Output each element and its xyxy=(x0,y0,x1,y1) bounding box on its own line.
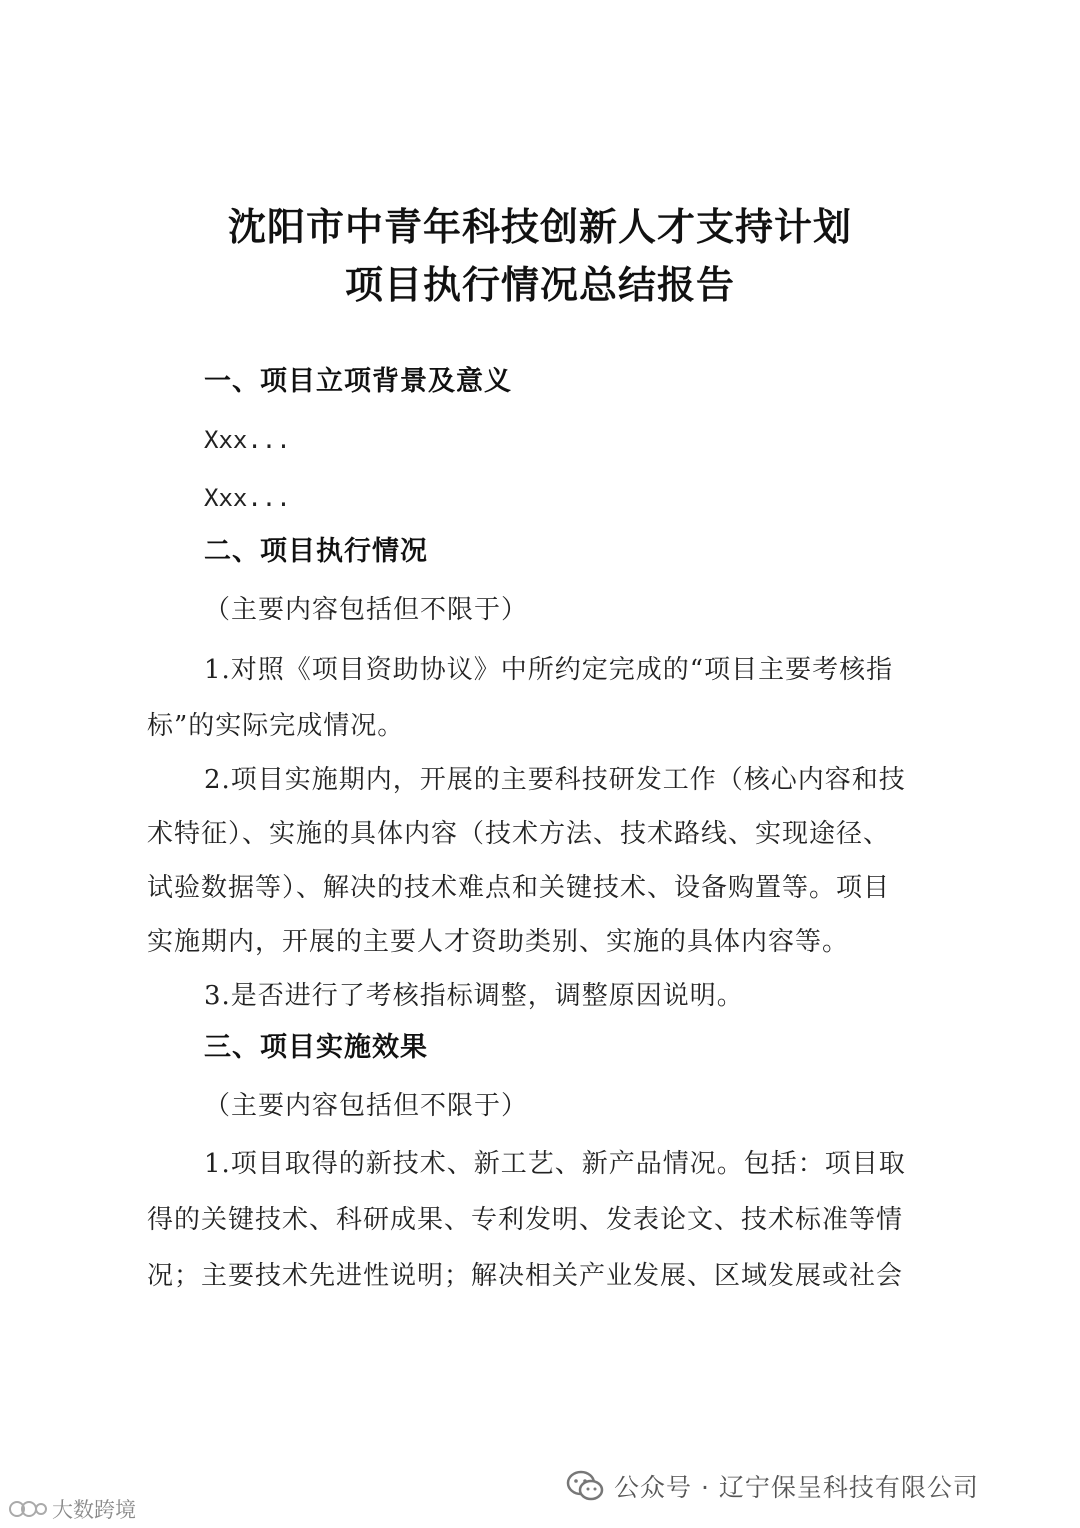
wechat-icon xyxy=(566,1470,604,1502)
wechat-watermark xyxy=(566,1468,1046,1504)
section-note: （主要内容包括但不限于） xyxy=(204,1091,529,1121)
document-title-line-1: 沈阳市中青年科技创新人才支持计划 xyxy=(227,204,852,249)
section-heading-3: 三、项目实施效果 xyxy=(204,1032,428,1063)
body-line: 实施期内，开展的主要人才资助类别、实施的具体内容等。 xyxy=(147,927,850,957)
watermark-text: 公众号 · 辽宁保呈科技有限公司 xyxy=(614,1473,979,1502)
corner-watermark xyxy=(8,1494,136,1524)
section-heading-1: 一、项目立项背景及意义 xyxy=(204,366,512,397)
body-line: 得的关键技术、科研成果、专利发明、发表论文、技术标准等情 xyxy=(147,1205,904,1235)
body-line: 标”的实际完成情况。 xyxy=(147,711,405,741)
document-title-line-2: 项目执行情况总结报告 xyxy=(344,262,735,307)
body-line: 况；主要技术先进性说明；解决相关产业发展、区域发展或社会 xyxy=(147,1261,904,1291)
body-line: 1.对照《项目资助协议》中所约定完成的“项目主要考核指 xyxy=(204,655,894,685)
body-paragraph: Xxx... xyxy=(204,426,291,454)
corner-watermark-text: 大数跨境 xyxy=(52,1498,136,1522)
body-line: 2.项目实施期内，开展的主要科技研发工作（核心内容和技 xyxy=(204,765,906,795)
body-line: 3.是否进行了考核指标调整，调整原因说明。 xyxy=(204,981,744,1011)
body-line: 试验数据等）、解决的技术难点和关键技术、设备购置等。项目 xyxy=(147,873,891,903)
section-heading-2: 二、项目执行情况 xyxy=(204,536,428,567)
watermark-logo-icon xyxy=(8,1498,48,1520)
body-line: 术特征）、实施的具体内容（技术方法、技术路线、实现途径、 xyxy=(147,819,891,849)
body-paragraph: Xxx... xyxy=(204,484,291,512)
body-line: 1.项目取得的新技术、新工艺、新产品情况。包括：项目取 xyxy=(204,1149,906,1179)
section-note: （主要内容包括但不限于） xyxy=(204,595,529,625)
